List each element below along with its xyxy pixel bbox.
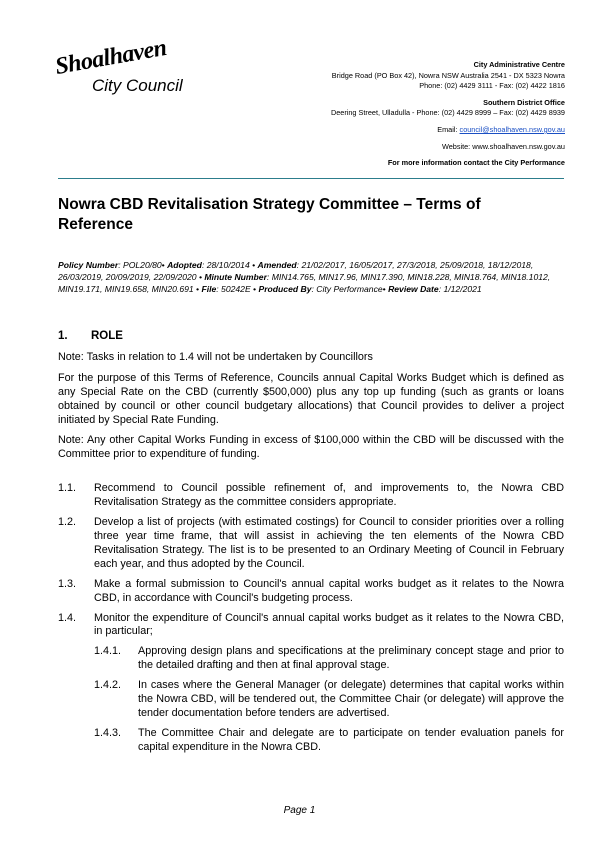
email-label: Email: xyxy=(437,124,460,134)
list-item: 1.1. Recommend to Council possible refinement of, and improvements to, the Nowra CBD Revitalisation Strategy as the committee considers appropriate. xyxy=(58,482,564,509)
note-1: Note: Tasks in relation to 1.4 will not be undertaken by Councillors xyxy=(58,350,373,363)
note-2: Note: Any other Capital Works Funding in excess of $100,000 within the CBD will be discussed with the Committee prior to expenditure of funding. xyxy=(58,434,564,461)
logo-wordmark: Shoalhaven xyxy=(53,34,169,81)
sub-list-item: 1.4.3. The Committee Chair and delegate are to participate on tender evaluation panels for capital expenditure in the Nowra CBD. xyxy=(94,726,564,753)
email-link[interactable]: council@shoalhaven.nsw.gov.au xyxy=(459,124,565,134)
list-item: 1.2. Develop a list of projects (with estimated costings) for Council to consider priorities over a rolling three year time frame, that will assist in achieving the ten elements of the Nowra CBD Revitalisation Strategy. The list is to be presented to an Ordinary Meeting of Council in February each year, and thus adopted by the Council. xyxy=(58,516,564,570)
council-logo xyxy=(53,34,208,100)
paragraph-1: For the purpose of this Terms of Reference, Councils annual Capital Works Budget which is defined as any Special Rate on the CBD (currently $500,000) plus any top up funding (such as grants or loans obtained by council or other council budgetary allocations) that Council provides to deliver a project initiated by Special Rate Funding. xyxy=(58,371,564,426)
header-divider xyxy=(58,178,564,179)
centre-address: Bridge Road (PO Box 42), Nowra NSW Australia 2541 - DX 5323 Nowra xyxy=(331,70,565,80)
contact-text: For more information contact the City Performance xyxy=(387,158,565,168)
website-text: Website: www.shoalhaven.nsw.gov.au xyxy=(441,141,565,151)
south-address: Deering Street, Ulladulla - Phone: (02) 4429 8999 – Fax: (02) 4429 8939 xyxy=(330,108,565,118)
centre-phone: Phone: (02) 4429 3111 - Fax: (02) 4422 1816 xyxy=(419,81,565,91)
section-heading: 1. ROLE xyxy=(58,330,123,342)
sub-list-item: 1.4.2. In cases where the General Manager (or delegate) determines that capital works within the Nowra CBD, will be tendered out, the Committee Chair (or delegate) will approve the tender documentation before tenders are advertised. xyxy=(94,679,564,719)
list-item: 1.3. Make a formal submission to Council's annual capital works budget as it relates to the Nowra CBD, in accordance with Council's budgeting process. xyxy=(58,577,564,604)
policy-metadata: Policy Number: POL20/80• Adopted: 28/10/2014 • Amended: 21/02/2017, 16/05/2017, 27/3/2018, 25/09/2018, 18/12/2018, 26/03/2019, 20/09/2019, 22/09/2020 • Minute Number: MIN14.765, MIN17.96, MIN17.390, MIN18.228, MIN18.764, MIN18.1012, MIN19.171, MIN19.658, MIN20.691 • File: 50242E • Produced By: City Performance• Review Date: 1/12/2021 xyxy=(58,260,551,294)
page-title: Nowra CBD Revitalisation Strategy Committee – Terms of Reference xyxy=(58,196,481,233)
logo-subtitle: City Council xyxy=(92,76,183,95)
south-title: Southern District Office xyxy=(483,97,565,107)
contact-header xyxy=(265,60,565,169)
centre-title: City Administrative Centre xyxy=(473,60,565,69)
document-body xyxy=(58,330,564,761)
list-item: 1.4. Monitor the expenditure of Council's annual capital works budget as it relates to the Nowra CBD, in particular; xyxy=(58,611,564,638)
page-number: Page 1 xyxy=(283,805,316,816)
role-items xyxy=(58,482,564,754)
sub-list-item: 1.4.1. Approving design plans and specifications at the preliminary concept stage and prior to the detailed drafting and then at final approval stage. xyxy=(94,645,564,672)
